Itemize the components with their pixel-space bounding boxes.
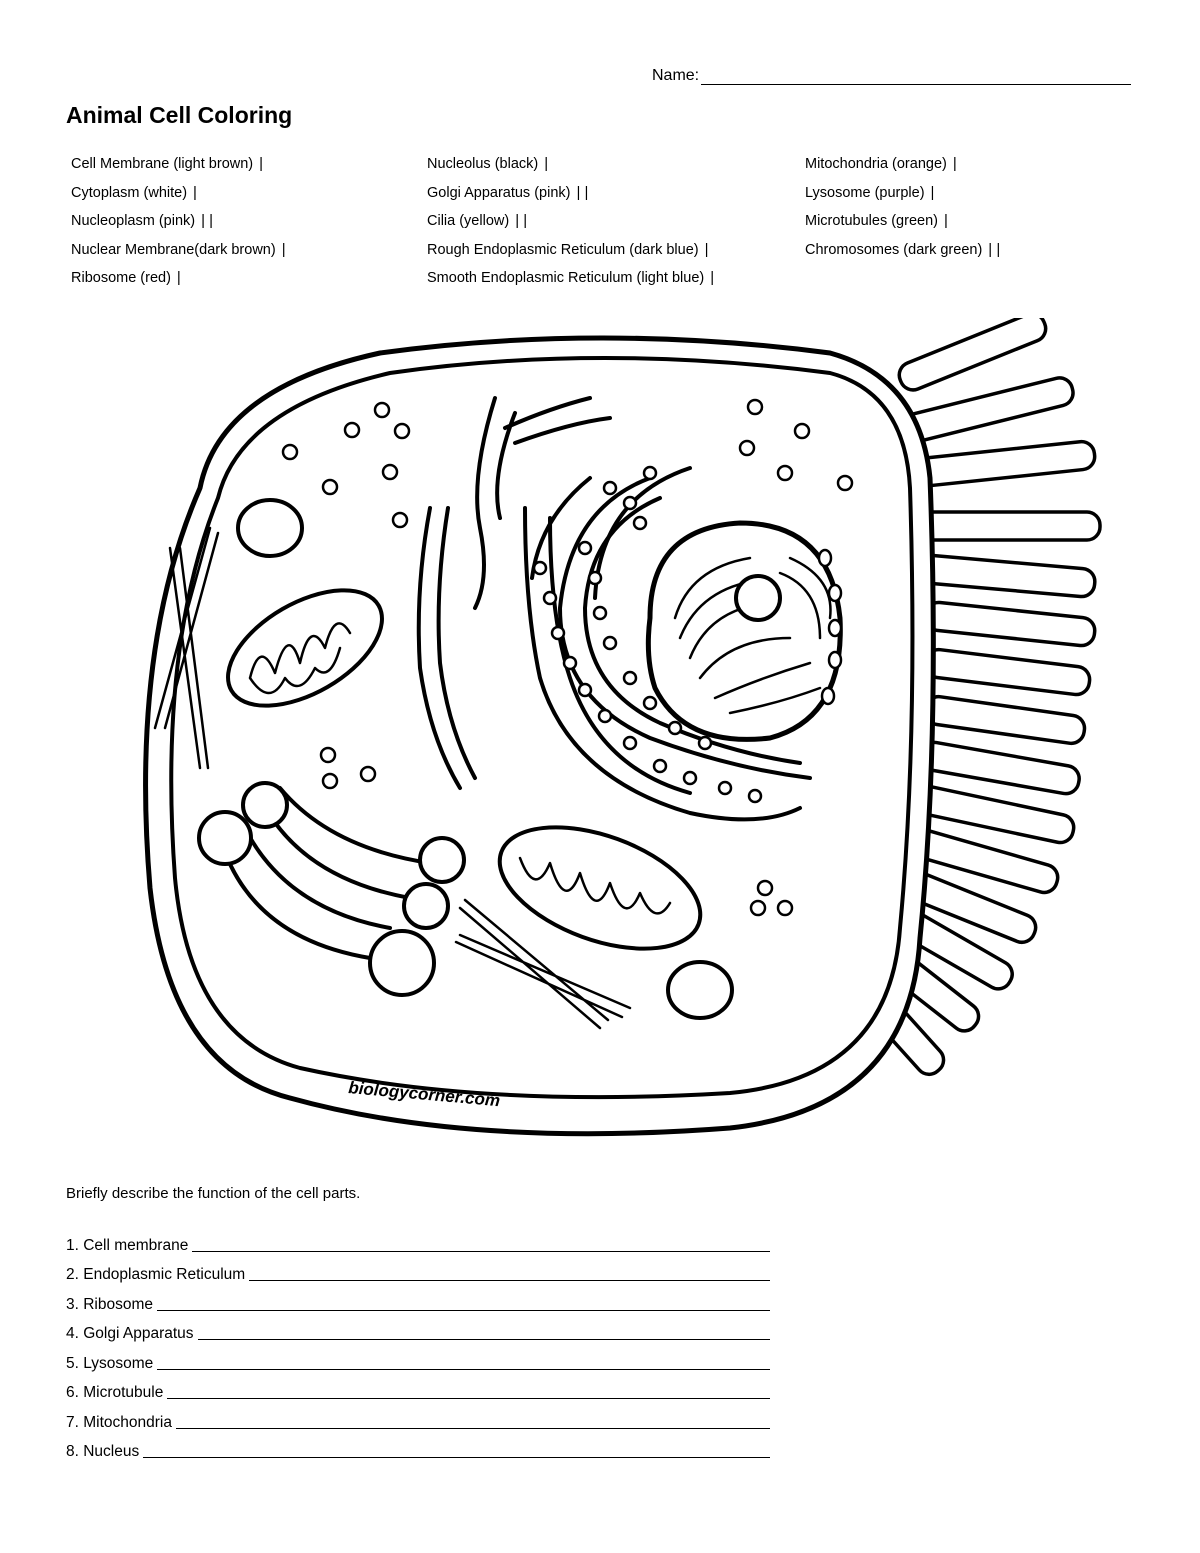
- legend-marks: |: [930, 183, 935, 201]
- legend-label: Rough Endoplasmic Reticulum (dark blue): [427, 241, 699, 258]
- legend-label: Chromosomes (dark green): [805, 241, 983, 258]
- question-item: [66, 1402, 770, 1432]
- legend-item: [427, 207, 714, 236]
- name-field: [652, 66, 1131, 85]
- legend-label: Cytoplasm (white): [71, 184, 188, 201]
- answer-line[interactable]: [249, 1280, 770, 1281]
- question-item: [66, 1225, 770, 1255]
- legend-item: [71, 179, 286, 208]
- legend-item: [71, 264, 286, 293]
- legend-label: Nuclear Membrane(dark brown): [71, 241, 276, 258]
- question-item: [66, 1432, 770, 1462]
- question-list: [66, 1225, 770, 1461]
- legend-marks: | |: [515, 212, 528, 229]
- question-label: 5. Lysosome: [66, 1354, 154, 1372]
- answer-line[interactable]: [157, 1310, 770, 1311]
- legend-item: [805, 236, 1000, 265]
- legend-marks: |: [704, 240, 709, 258]
- animal-cell-diagram: [130, 318, 1120, 1148]
- question-label: 1. Cell membrane: [66, 1236, 189, 1254]
- question-label: 4. Golgi Apparatus: [66, 1325, 194, 1342]
- legend-marks: | |: [201, 212, 214, 229]
- legend-label: Golgi Apparatus (pink): [427, 184, 571, 201]
- answer-line[interactable]: [198, 1339, 770, 1340]
- legend-label: Cell Membrane (light brown): [71, 156, 254, 172]
- legend-column-1: [71, 150, 286, 293]
- legend-marks: |: [281, 240, 286, 258]
- legend-marks: |: [710, 269, 715, 286]
- legend-item: [427, 150, 714, 179]
- legend-label: Nucleolus (black): [427, 156, 539, 172]
- nucleolus: [736, 576, 780, 620]
- legend-column-3: [805, 150, 1000, 264]
- legend-item: [427, 179, 714, 208]
- legend-marks: |: [544, 155, 549, 172]
- legend-label: Lysosome (purple): [805, 184, 925, 201]
- legend-item: [805, 179, 1000, 208]
- question-item: [66, 1314, 770, 1344]
- question-label: 8. Nucleus: [66, 1443, 140, 1460]
- legend-label: Smooth Endoplasmic Reticulum (light blue): [427, 270, 705, 286]
- legend-marks: | |: [576, 183, 589, 201]
- legend-label: Ribosome (red): [71, 270, 171, 286]
- legend-label: Mitochondria (orange): [805, 156, 947, 172]
- legend-item: [71, 150, 286, 179]
- legend-marks: |: [952, 155, 957, 172]
- question-label: 3. Ribosome: [66, 1295, 154, 1313]
- legend-item: [427, 236, 714, 265]
- legend-item: [805, 150, 1000, 179]
- legend-label: Microtubules (green): [805, 213, 938, 229]
- diagram-watermark: biologycorner.com: [347, 1078, 501, 1111]
- question-item: [66, 1255, 770, 1285]
- answer-line[interactable]: [167, 1398, 770, 1399]
- answer-line[interactable]: [157, 1369, 770, 1370]
- legend-item: [71, 207, 286, 236]
- legend-marks: | |: [988, 240, 1001, 258]
- cell-membrane-inner: [171, 358, 912, 1097]
- legend-column-2: [427, 150, 714, 293]
- question-label: 6. Microtubule: [66, 1384, 164, 1401]
- name-blank-line[interactable]: [701, 66, 1131, 85]
- question-item: [66, 1343, 770, 1373]
- question-item: [66, 1373, 770, 1403]
- legend-item: [805, 207, 1000, 236]
- legend-marks: |: [943, 212, 948, 229]
- answer-line[interactable]: [143, 1457, 770, 1458]
- legend-item: [427, 264, 714, 293]
- worksheet-title: Animal Cell Coloring: [66, 102, 293, 128]
- legend-item: [71, 236, 286, 265]
- legend-marks: |: [259, 155, 264, 172]
- name-label: Name:: [652, 67, 700, 84]
- legend-marks: |: [176, 269, 181, 286]
- answer-line[interactable]: [192, 1251, 770, 1252]
- question-label: 7. Mitochondria: [66, 1413, 172, 1431]
- legend-label: Cilia (yellow): [427, 213, 510, 229]
- legend-label: Nucleoplasm (pink): [71, 213, 196, 229]
- question-item: [66, 1284, 770, 1314]
- legend-marks: |: [193, 183, 197, 201]
- instructions: Briefly describe the function of the cell parts.: [66, 1185, 361, 1202]
- question-label: 2. Endoplasmic Reticulum: [66, 1266, 246, 1283]
- answer-line[interactable]: [176, 1428, 770, 1429]
